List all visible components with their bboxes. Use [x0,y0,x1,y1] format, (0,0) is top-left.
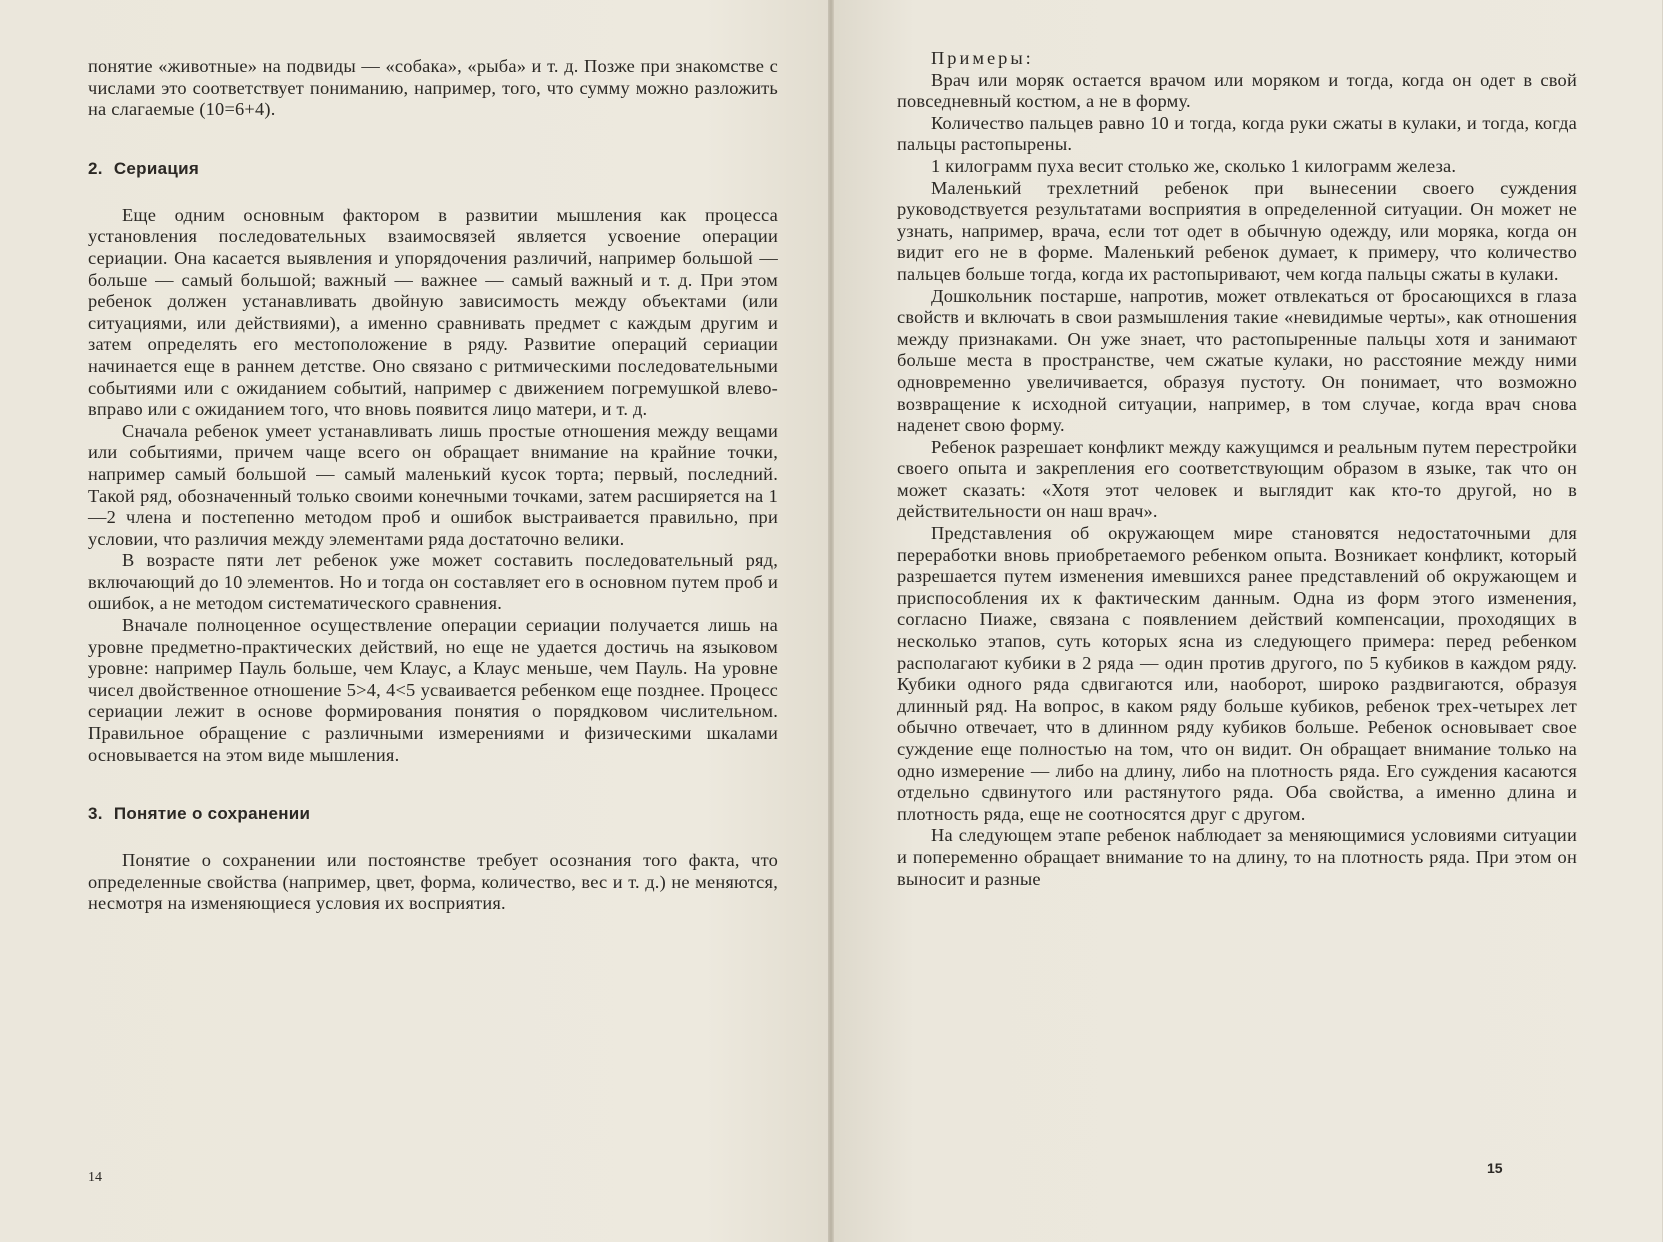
section-3-paragraph: Понятие о сохранении или постоянстве требует осознания того факта, что определенные свойства (например, цвет, форма, количество, вес и т. д.) не меняются, несмотря на изменяющиеся условия их восприятия. [88,850,778,914]
left-page [0,0,831,1242]
section-2-heading [88,159,778,179]
right-paragraph: Маленький трехлетний ребенок при вынесении своего суждения руководствуется результатами восприятия в определенной ситуации. Он может не узнать, например, врача, если тот одет в обычную одежду, или моряка, когда он видит его не в форме. Маленький ребенок думает, к примеру, что количество пальцев больше тогда, когда их растопыривают, чем когда пальцы сжаты в кулаки. [897,177,1577,284]
right-paragraph: Ребенок разрешает конфликт между кажущимся и реальным путем перестройки своего опыта и закрепления его соответствующим образом в языке, так что он может сказать: «Хотя этот человек и выглядит как кто-то другой, но в действительности он наш врач». [897,436,1577,522]
intro-continuation: понятие «животные» на подвиды — «собака», «рыба» и т. д. Позже при знакомстве с числами это соответствует пониманию, например, того, что сумму можно разложить на слагаемые (10=6+4). [88,56,778,120]
left-page-content [88,56,778,915]
right-paragraph: Врач или моряк остается врачом или моряком и тогда, когда он одет в свой повседневный костюм, а не в форму. [897,69,1577,112]
section-2-number: 2. [88,158,103,178]
right-page [831,0,1662,1242]
section-2-paragraph: В возрасте пяти лет ребенок уже может составить последовательный ряд, включающий до 10 элементов. Но и тогда он составляет его в основном путем проб и ошибок, а не методом систематического сравнения. [88,550,778,614]
right-paragraph: Дошкольник постарше, напротив, может отвлекаться от бросающихся в глаза свойств и включать в свои размышления такие «невидимые черты», как отношения между признаками. Он уже знает, что растопыренные пальцы хотя и занимают больше места в пространстве, чем сжатые кулаки, но расстояние между ними одновременно увеличивается, образуя пустоту. Он понимает, что возможно возвращение к исходной ситуации, например, в том случае, когда врач снова наденет свою форму. [897,285,1577,436]
section-3-title: Понятие о сохранении [113,804,311,824]
book-gutter [828,0,834,1242]
section-2-title: Сериация [113,158,200,178]
right-paragraph: Представления об окружающем мире становятся недостаточными для переработки вновь приобретаемого ребенком опыта. Возникает конфликт, который разрешается путем изменения имевшихся ранее представлений об окружающем и приспособления их к фактическим данным. Одна из форм этого изменения, согласно Пиаже, связана с появлением действий компенсации, проходящих в несколько этапов, суть которых ясна из следующего примера: перед ребенком располагают кубики в 2 ряда — один против другого, по 5 кубиков в каждом ряду. Кубики одного ряда сдвигаются или, наоборот, широко раздвигаются, образуя длинный ряд. На вопрос, в каком ряду больше кубиков, ребенок трех-четырех лет обычно отвечает, что в длинном ряду кубиков больше. Ребенок основывает свое суждение еще полностью на том, что он видит. Он обращает внимание только на одно измерение — либо на длину, либо на плотность ряда. Его суждения касаются отдельно сдвинутого или растянутого ряда. Оба свойства, а именно длина и плотность ряда, еще не соотносятся друг с другом. [897,523,1577,824]
right-paragraph: 1 килограмм пуха весит столько же, сколько 1 килограмм железа. [931,155,1457,176]
page-number-left: 14 [88,1170,102,1185]
page-number-right: 15 [1487,1160,1503,1176]
examples-heading: Примеры: [931,48,1034,68]
right-page-content [897,48,1577,890]
right-paragraph: Количество пальцев равно 10 и тогда, когда руки сжаты в кулаки, и тогда, когда пальцы растопырены. [897,112,1577,155]
right-paragraph: На следующем этапе ребенок наблюдает за меняющимися условиями ситуации и попеременно обращает внимание то на длину, то на плотность ряда. При этом он выносит и разные [897,825,1577,889]
section-2-paragraph: Еще одним основным фактором в развитии мышления как процесса установления последовательных взаимосвязей является усвоение операции сериации. Она касается выявления и упорядочения различий, например большой — больше — самый большой; важный — важнее — самый важный и т. д. При этом ребенок должен устанавливать двойную зависимость между объектами (или ситуациями, или действиями), а именно сравнивать предмет с каждым другим и затем определять его местоположение в ряду. Развитие операций сериации начинается еще в раннем детстве. Оно связано с ритмическими последовательными событиями или с ожиданием событий, например с движением погремушкой влево-вправо или с ожиданием того, что вновь появится лицо матери, и т. д. [88,204,778,420]
section-3-number: 3. [88,804,103,824]
section-2-paragraph: Сначала ребенок умеет устанавливать лишь простые отношения между вещами или событиями, причем чаще всего он обращает внимание на крайние точки, например самый большой — самый маленький кусок торта; первый, последний. Такой ряд, обозначенный только своими конечными точками, затем расширяется на 1—2 члена и постепенно методом проб и ошибок выстраивается правильно, при условии, что различия между элементами ряда достаточно велики. [88,420,778,549]
section-2-paragraph: Вначале полноценное осуществление операции сериации получается лишь на уровне предметно-практических действий, но еще не удается достичь на языковом уровне: например Пауль больше, чем Клаус, а Клаус меньше, чем Пауль. На уровне чисел двойственное отношение 5>4, 4<5 усваивается ребенком еще позднее. Процесс сериации лежит в основе формирования понятия о порядковом числительном. Правильное обращение с различными измерениями и физическими шкалами основывается на этом виде мышления. [88,615,778,765]
section-3-heading [88,804,778,824]
